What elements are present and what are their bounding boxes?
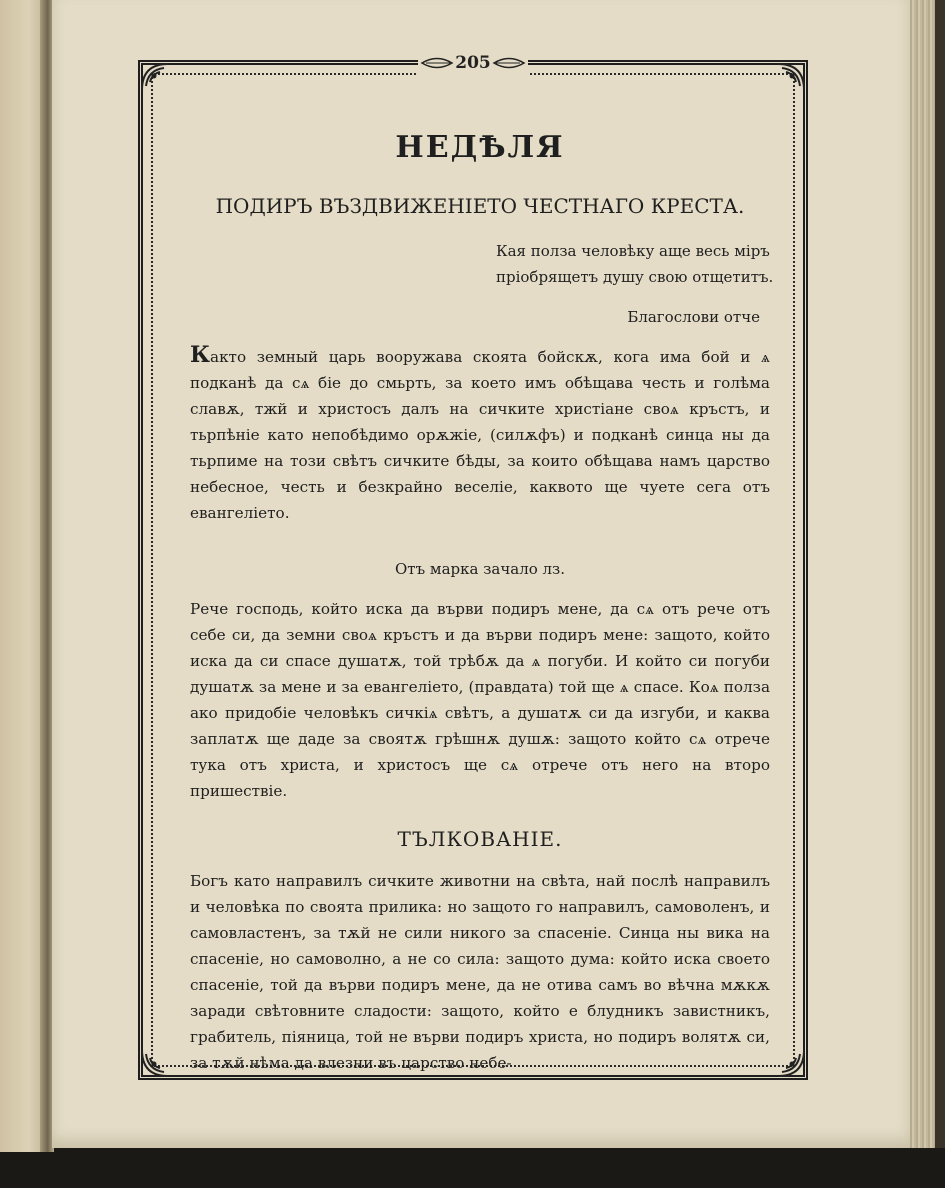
page-number: 205 xyxy=(418,48,528,78)
page-stack-shadow xyxy=(935,0,945,1148)
gospel-reference: Отъ марка зачало лз. xyxy=(395,560,565,578)
gospel-paragraph: Рече господь, който иска да върви подиръ мене, да сѧ отъ рече отъ себе си, да земни своѧ кръстъ и да върви подиръ мене: защото, който иска да си спасе душатѫ, той трѣбѫ да ѧ погуби. И който си погуби душатѫ за мене и за евангеліето, (правдата) той ще ѧ спасе. Коѧ полза ако придобіе человѣкъ сичкіѧ свѣтъ, а душатѫ си да изгуби, и каква заплатѫ ще даде за своятѫ грѣшнѫ душѫ: защото който сѧ отрече тука отъ христа, и христосъ ще сѧ отрече отъ него на второ пришествіе. xyxy=(190,600,770,800)
ornament-corner-icon xyxy=(140,62,170,92)
leaf-flourish-icon xyxy=(420,52,454,74)
drop-cap: К xyxy=(190,342,211,368)
intro-text: акто земный царь вооружава скоята бойскѫ, кога има бой и ѧ подканѣ да сѧ біе до смьрть, за което имъ обѣщава честь и голѣма славѫ, тжй и христосъ далъ на сичките христіане своѧ кръстъ, и тьрпѣніе като непобѣдимо орѫжіе, (силѫфъ) и подканѣ синца ны да тьрпиме на този свѣтъ сичките бѣды, за които обѣщава намъ царство небесное, честь и безкрайно веселіе, каквото ще чуете сега отъ евангеліето. xyxy=(190,348,770,522)
ornament-corner-icon xyxy=(776,1048,806,1078)
leaf-flourish-icon xyxy=(492,52,526,74)
scan-background xyxy=(0,1148,945,1188)
commentary-paragraph: Богъ като направилъ сичките животни на свѣта, най послѣ направилъ и человѣка по своята прилика: но защото го направилъ, самоволенъ, и самовластенъ, за тѫй не сили никого за спасеніе. Синца ны вика на спасеніе, но самоволно, а не со сила: защото дума: който иска своето спасеніе, той да върви подиръ мене, да не отива самъ во вѣчна мѫкѫ заради свѣтовните сладости: защото, който е блудникъ завистникъ, грабитель, піяница, той не върви подиръ христа, но подиръ волятѫ си, за тѫй нѣма да влезни въ царство небе- xyxy=(190,872,770,1072)
epigraph: Кая полза человѣку аще весь міръ пріобрящетъ душу свою отщетитъ. xyxy=(496,242,774,286)
ornament-corner-icon xyxy=(140,1048,170,1078)
page-title: НЕДѢЛЯ xyxy=(395,130,565,165)
blessing-line: Благослови отче xyxy=(627,308,760,326)
intro-paragraph xyxy=(190,342,770,526)
section-title: ТЪЛКОВАНІЕ. xyxy=(397,827,563,851)
page-subtitle: ПОДИРЪ ВЪЗДВИЖЕНІЕТО ЧЕСТНАГО КРЕСТА. xyxy=(215,194,745,218)
page-content xyxy=(190,128,774,1076)
ornament-corner-icon xyxy=(776,62,806,92)
